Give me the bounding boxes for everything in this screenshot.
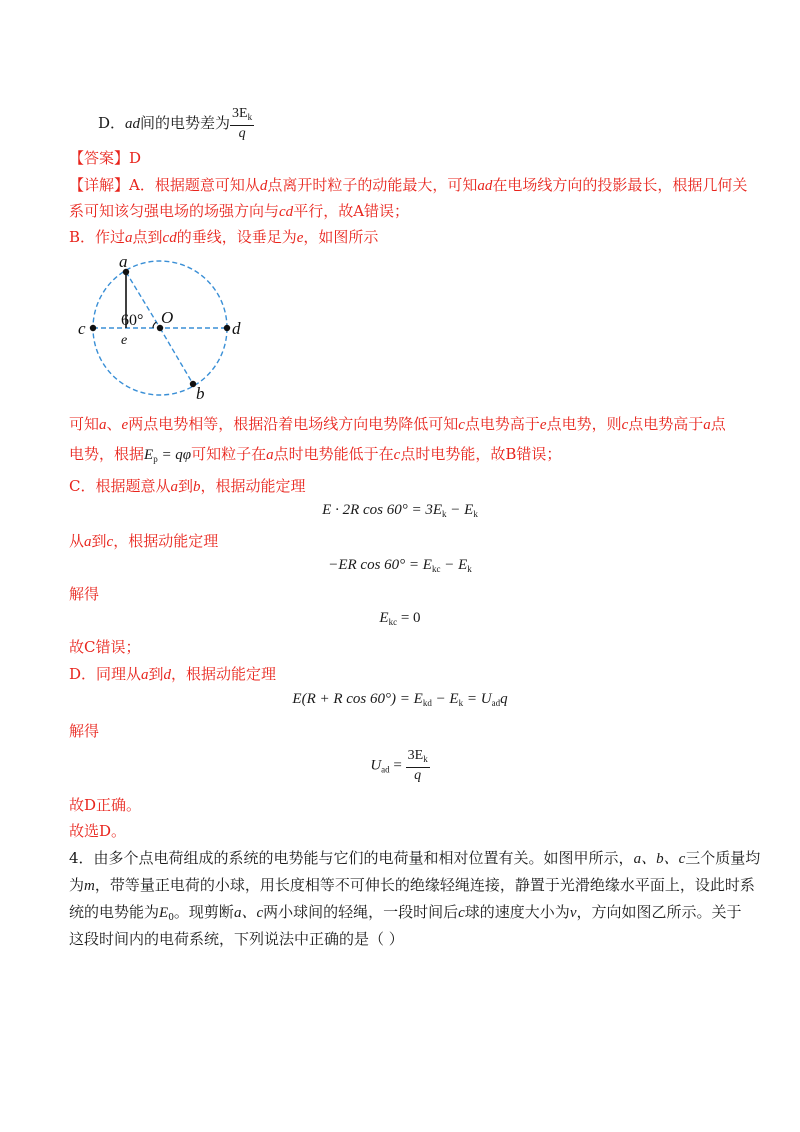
label-a: a [119, 253, 128, 271]
explanation-c-line2: 从a到c，根据动能定理 [69, 532, 219, 550]
point-d [224, 325, 230, 331]
explanation-b-line2: 可知a、e两点电势相等，根据沿着电场线方向电势降低可知c点电势高于e点电势，则c点电势高于a点 [69, 415, 726, 433]
line-ob [160, 328, 193, 384]
label-e: e [121, 333, 128, 348]
circle-diagram [75, 253, 270, 403]
final-answer: 故选D。 [69, 822, 127, 840]
question4-line1: 4．由多个点电荷组成的系统的电势能与它们的电荷量和相对位置有关。如图甲所示，a、b、c三个质量均 [69, 849, 761, 867]
explanation-d-line1: D．同理从a到d，根据动能定理 [69, 665, 277, 683]
label-b: b [196, 384, 205, 403]
label-d: d [232, 319, 241, 338]
angle-arc [153, 322, 157, 328]
option-d: D．ad间的电势差为 $\frac{3E_k}{q}$ [98, 106, 253, 141]
solve-label-1: 解得 [69, 585, 100, 603]
label-c: c [78, 319, 86, 338]
explanation-a-line1: 【详解】A．根据题意可知从d点离开时粒子的动能最大，可知ad在电场线方向的投影最长，根据几何关 [69, 176, 748, 194]
question4-line3: 统的电势能为$E_0$。现剪断a、c两小球间的轻绳，一段时间后c球的速度大小为v，方向如图乙所示。关于 [69, 903, 742, 923]
equation-3: $E_{kc} = 0$ [379, 610, 421, 627]
answer-line: 【答案】D [69, 149, 142, 167]
question4-line2: 为m，带等量正电荷的小球，用长度相等不可伸长的绝缘轻绳连接，静置于光滑绝缘水平面上，设此时系 [69, 876, 755, 894]
label-o: O [161, 308, 174, 327]
point-c [90, 325, 96, 331]
explanation-c-conclusion: 故C错误； [69, 638, 141, 656]
explanation-c-line1: C．根据题意从a到b，根据动能定理 [69, 477, 306, 495]
question4-line4: 这段时间内的电荷系统，下列说法中正确的是（ ） [69, 930, 404, 948]
option-d-fraction: $\frac{3E_k}{q}$ [232, 106, 253, 141]
explanation-a-line2: 系可知该匀强电场的场强方向与cd平行，故A错误； [69, 202, 410, 220]
label-angle: 60° [121, 312, 144, 329]
equation-2: −ER $\cos 60^\circ = E_{kc} - E_k$ [328, 557, 472, 574]
solve-label-2: 解得 [69, 722, 100, 740]
equation-5: $U_{ad}$ = $\frac{3E_k}{q}$ [370, 748, 428, 783]
equation-4: E(R + R $\cos 60^\circ) = E_{kd} - E_k = U_{ad}q$ [292, 691, 508, 708]
equation-1: E · 2R $\cos 60^\circ = 3E_k - E_k$ [322, 502, 478, 519]
explanation-d-conclusion: 故D正确。 [69, 796, 142, 814]
explanation-b-line1: B．作过a点到cd的垂线，设垂足为e，如图所示 [69, 228, 379, 246]
explanation-b-line3: 电势，根据$E_p = q\varphi$可知粒子在a点时电势能低于在c点时电势能，故B错误； [69, 445, 562, 464]
